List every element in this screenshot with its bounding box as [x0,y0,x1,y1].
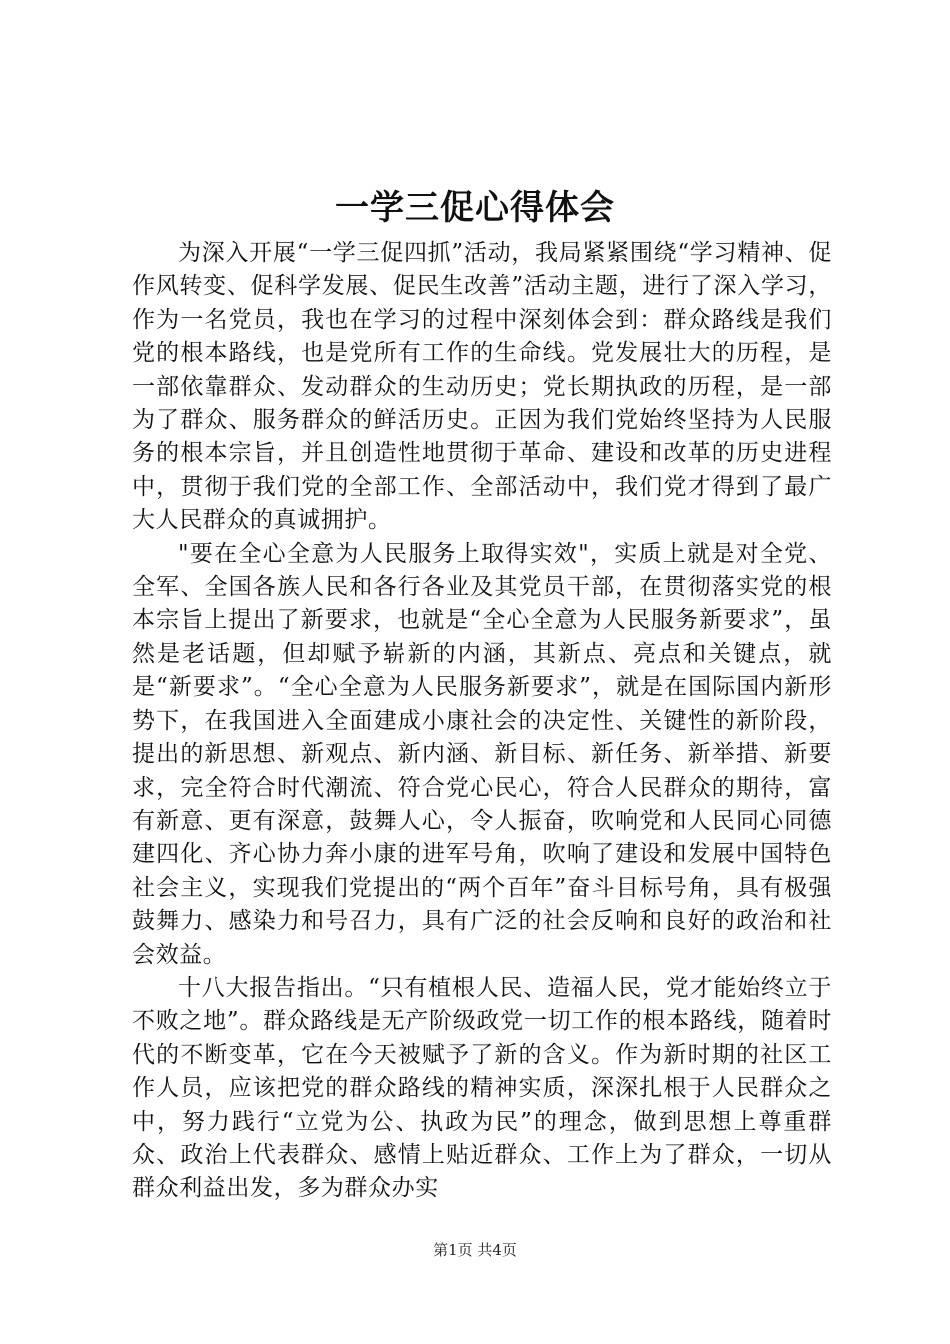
paragraph-2: "要在全心全意为人民服务上取得实效"，实质上就是对全党、全军、全国各族人民和各行各业及其党员干部，在贯彻落实党的根本宗旨上提出了新要求，也就是“全心全意为人民服务新要求”，虽然是老话题，但却赋予崭新的内涵，其新点、亮点和关键点，就是“新要求”。“全心全意为人民服务新要求”，就是在国际国内新形势下，在我国进入全面建成小康社会的决定性、关键性的新阶段，提出的新思想、新观点、新内涵、新目标、新任务、新举措、新要求，完全符合时代潮流、符合党心民心，符合人民群众的期待，富有新意、更有深意，鼓舞人心，令人振奋，吹响党和人民同心同德建四化、齐心协力奔小康的进军号角，吹响了建设和发展中国特色社会主义，实现我们党提出的“两个百年”奋斗目标号角，具有极强鼓舞力、感染力和号召力，具有广泛的社会反响和良好的政治和社会效益。 [132,540,832,968]
document-title: 一学三促心得体会 [335,188,615,228]
paragraph-1: 为深入开展“一学三促四抓”活动，我局紧紧围绕“学习精神、促作风转变、促科学发展、促民生改善”活动主题，进行了深入学习，作为一名党员，我也在学习的过程中深刻体会到：群众路线是我们党的根本路线，也是党所有工作的生命线。党发展壮大的历程，是一部依靠群众、发动群众的生动历史；党长期执政的历程，是一部为了群众、服务群众的鲜活历史。正因为我们党始终坚持为人民服务的根本宗旨，并且创造性地贯彻于革命、建设和改革的历史进程中，贯彻于我们党的全部工作、全部活动中，我们党才得到了最广大人民群众的真诚拥护。 [132,240,832,534]
paragraph-3: 十八大报告指出。“只有植根人民、造福人民，党才能始终立于不败之地”。群众路线是无产阶级政党一切工作的根本路线，随着时代的不断变革，它在今天被赋予了新的含义。作为新时期的社区工作人员，应该把党的群众路线的精神实质，深深扎根于人民群众之中，努力践行“立党为公、执政为民”的理念，做到思想上尊重群众、政治上代表群众、感情上贴近群众、工作上为了群众，一切从群众利益出发，多为群众办实 [132,974,832,1202]
document-body [132,237,832,1206]
page-number-footer: 第1页 共4页 [433,1241,517,1259]
